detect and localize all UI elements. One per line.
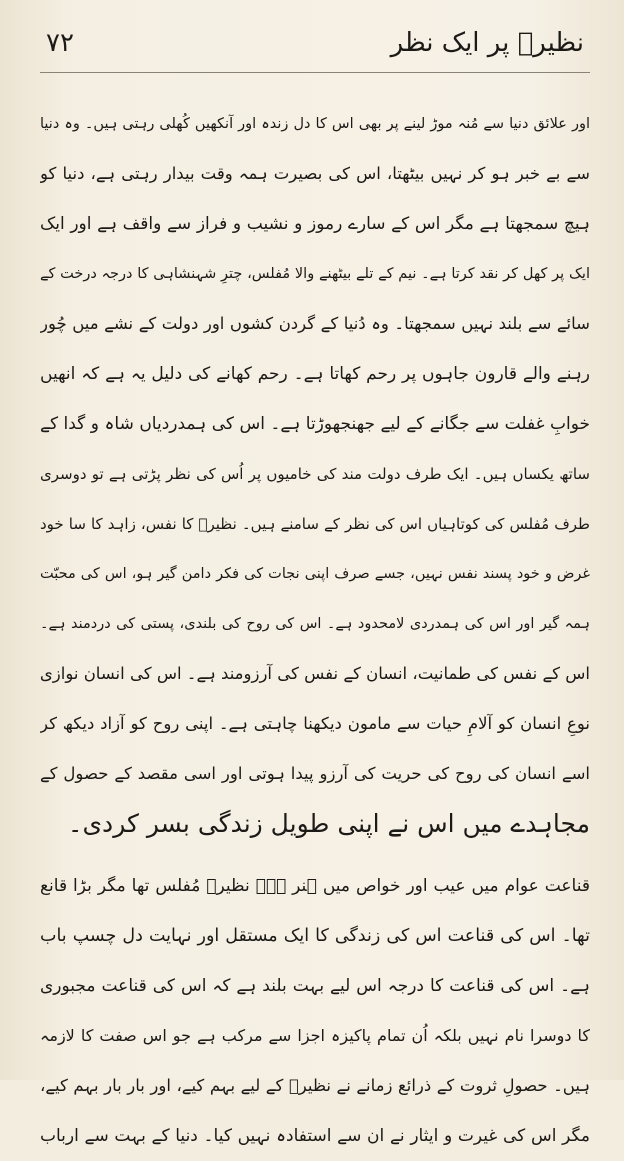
paragraph-1	[40, 99, 590, 849]
paragraph-gap	[40, 849, 590, 861]
text-line: نوعِ انسان کو آلامِ حیات سے مامون دیکھنا چاہتی ہے۔ اپنی روح کو آزاد دیکھ کر	[40, 714, 590, 733]
text-line: اور علائق دنیا سے مُنہ موڑ لینے پر بھی اس کا دل زندہ اور آنکھیں کُھلی رہتی ہیں۔ وہ دنیا	[40, 116, 590, 132]
text-line: سائے سے بلند نہیں سمجھتا۔ وہ دُنیا کے گردن کشوں اور دولت کے نشے میں چُور	[40, 314, 590, 333]
text-line: کا دوسرا نام نہیں بلکہ اُن تمام پاکیزہ اجزا سے مرکب ہے جو اس صفت کا لازمہ	[40, 1026, 590, 1045]
page-number: ۷۲	[46, 28, 74, 58]
text-line: ساتھ یکساں ہیں۔ ایک طرف دولت مند کی خامیوں پر اُس کی نظر پڑتی ہے تو دوسری	[40, 465, 590, 483]
text-line: سے بے خبر ہو کر نہیں بیٹھتا، اس کی بصیرت ہمہ وقت بیدار رہتی ہے، دنیا کو	[40, 164, 590, 183]
text-line: اس کے نفس کی طمانیت، انسان کے نفس کی آرزومند ہے۔ اس کی انسان نوازی	[40, 664, 590, 683]
page-header	[40, 28, 590, 73]
text-line: مجاہدے میں اس نے اپنی طویل زندگی بسر کردی۔	[67, 809, 590, 838]
text-line: غرض و خود پسند نفس نہیں، جسے صرف اپنی نجات کی فکر دامن گیر ہو، اس کی محبّت	[40, 566, 590, 582]
text-line: خوابِ غفلت سے جگانے کے لیے جھنجھوڑتا ہے۔ اس کی ہمدردیاں شاہ و گدا کے	[40, 414, 590, 434]
body-text	[40, 99, 590, 1161]
text-line: ہیں۔ حصولِ ثروت کے ذرائع زمانے نے نظیرؔ کے لیے بہم کیے، اور بار بار بہم کیے،	[40, 1076, 590, 1095]
text-line: طرف مُفلس کی کوتاہیاں اس کی نظر کے سامنے ہیں۔ نظیرؔ کا نفس، زاہد کا سا خود	[40, 515, 590, 533]
running-head: نظیرؔ پر ایک نظر	[390, 28, 584, 58]
text-line: ہمہ گیر اور اس کی ہمدردی لامحدود ہے۔ اس کی روح کی بلندی، پستی کی دردمند ہے۔	[40, 616, 590, 632]
text-line: قناعت عوام میں عیب اور خواص میں ہنر ہے۔ نظیرؔ مُفلس تھا مگر بڑا قانع	[40, 876, 590, 896]
text-line: رہنے والے قارون جاہوں پر رحم کھاتا ہے۔ رحم کھانے کی دلیل یہ ہے کہ انھیں	[40, 364, 590, 384]
paragraph-2	[40, 861, 590, 1161]
text-line: تھا۔ اس کی قناعت اس کی زندگی کا ایک مستقل اور نہایت دل چسپ باب	[40, 926, 590, 946]
text-line: ہے۔ اس کی قناعت کا درجہ اس لیے بہت بلند ہے کہ اس کی قناعت مجبوری	[40, 976, 590, 996]
text-line: ہیچ سمجھتا ہے مگر اس کے سارے رموز و نشیب و فراز سے واقف ہے اور ایک	[40, 214, 590, 234]
text-line: مگر اس کی غیرت و ایثار نے ان سے استفادہ نہیں کیا۔ دنیا کے بہت سے ارباب	[40, 1126, 590, 1146]
text-line: ایک پر کھل کر نقد کرتا ہے۔ نیم کے تلے بیٹھنے والا مُفلس، چترِ شہنشاہی کا درجہ درخت کے	[40, 266, 590, 282]
text-line: اسے انسان کی روح کی حریت کی آرزو پیدا ہوتی اور اسی مقصد کے حصول کے	[40, 764, 590, 783]
